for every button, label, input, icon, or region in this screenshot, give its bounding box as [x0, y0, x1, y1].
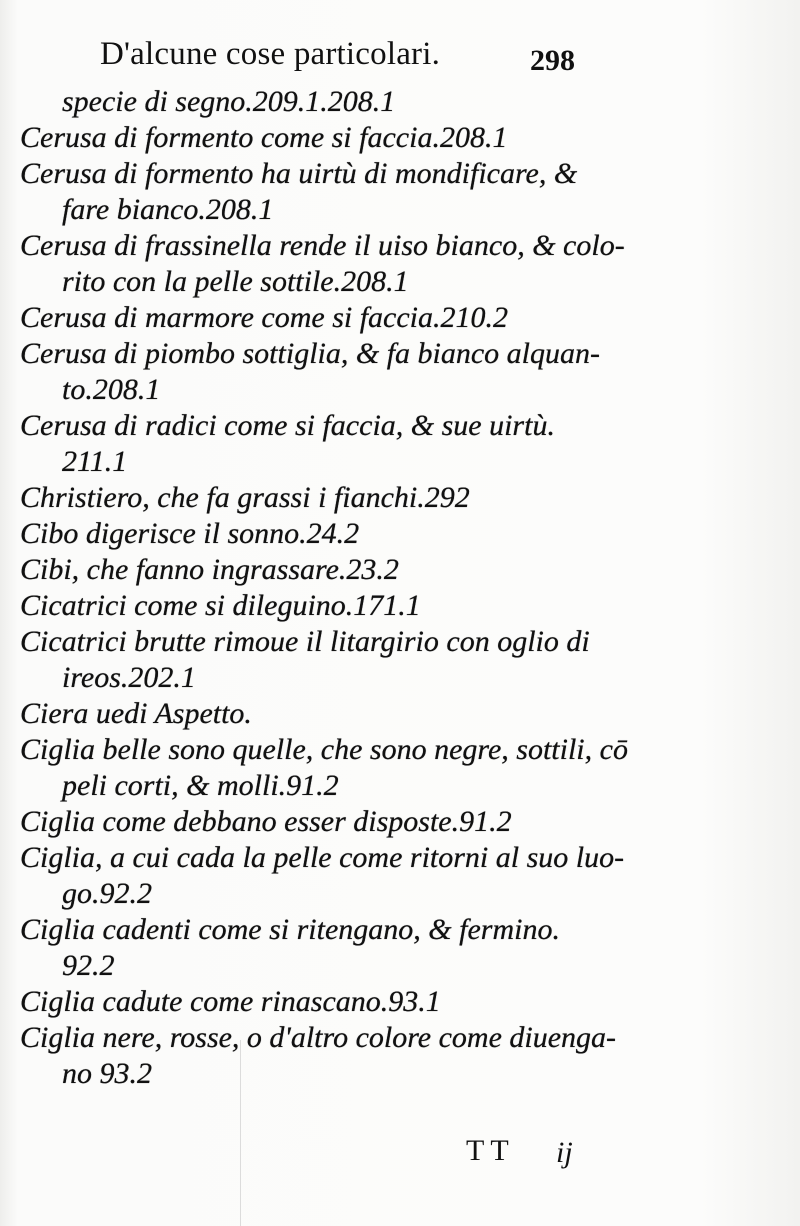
- running-head: D'alcune cose particolari.: [100, 36, 441, 72]
- index-line: Cicatrici brutte rimoue il litargirio con oglio di: [20, 625, 590, 658]
- index-line: Cibo digerisce il sonno.24.2: [20, 517, 360, 550]
- index-line: Cerusa di frassinella rende il uiso bianco, & colo-: [20, 229, 625, 262]
- index-line: Cerusa di piombo sottiglia, & fa bianco alquan-: [20, 337, 601, 370]
- index-line: Cerusa di radici come si faccia, & sue uirtù.: [20, 409, 555, 442]
- index-line: peli corti, & molli.91.2: [62, 769, 339, 802]
- index-line: Cerusa di marmore come si faccia.210.2: [20, 301, 508, 334]
- index-line: Ciglia come debbano esser disposte.91.2: [20, 805, 512, 838]
- index-line: 211.1: [62, 445, 128, 478]
- index-line: Cerusa di formento ha uirtù di mondificare, &: [20, 157, 578, 190]
- index-line: fare bianco.208.1: [62, 193, 274, 226]
- index-line: Ciglia nere, rosse, o d'altro colore come diuenga-: [20, 1021, 617, 1054]
- index-line: Christiero, che fa grassi i fianchi.292: [20, 481, 470, 514]
- index-line: Cibi, che fanno ingrassare.23.2: [20, 553, 399, 586]
- page-header: [100, 36, 620, 80]
- index-line: no 93.2: [62, 1057, 152, 1090]
- index-line: rito con la pelle sottile.208.1: [62, 265, 409, 298]
- catchword: ij: [556, 1136, 573, 1169]
- page-number: 298: [530, 44, 575, 77]
- index-line: Ciglia cadenti come si ritengano, & fermino.: [20, 913, 560, 946]
- index-line: Cerusa di formento come si faccia.208.1: [20, 121, 508, 154]
- index-line: Ciglia, a cui cada la pelle come ritorni al suo luo-: [20, 841, 625, 874]
- index-line: 92.2: [62, 949, 115, 982]
- page-footer: [0, 1134, 800, 1174]
- index-line: go.92.2: [62, 877, 152, 910]
- index-line: specie di segno.209.1.208.1: [62, 85, 396, 118]
- index-line: to.208.1: [62, 373, 161, 406]
- index-entries: [20, 84, 660, 1092]
- index-line: Cicatrici come si dileguino.171.1: [20, 589, 421, 622]
- index-line: Ciera uedi Aspetto.: [20, 697, 252, 730]
- index-line: Ciglia cadute come rinascano.93.1: [20, 985, 441, 1018]
- index-line: Ciglia belle sono quelle, che sono negre, sottili, cō: [20, 733, 628, 766]
- signature-mark: TT: [466, 1134, 515, 1167]
- index-line: ireos.202.1: [62, 661, 196, 694]
